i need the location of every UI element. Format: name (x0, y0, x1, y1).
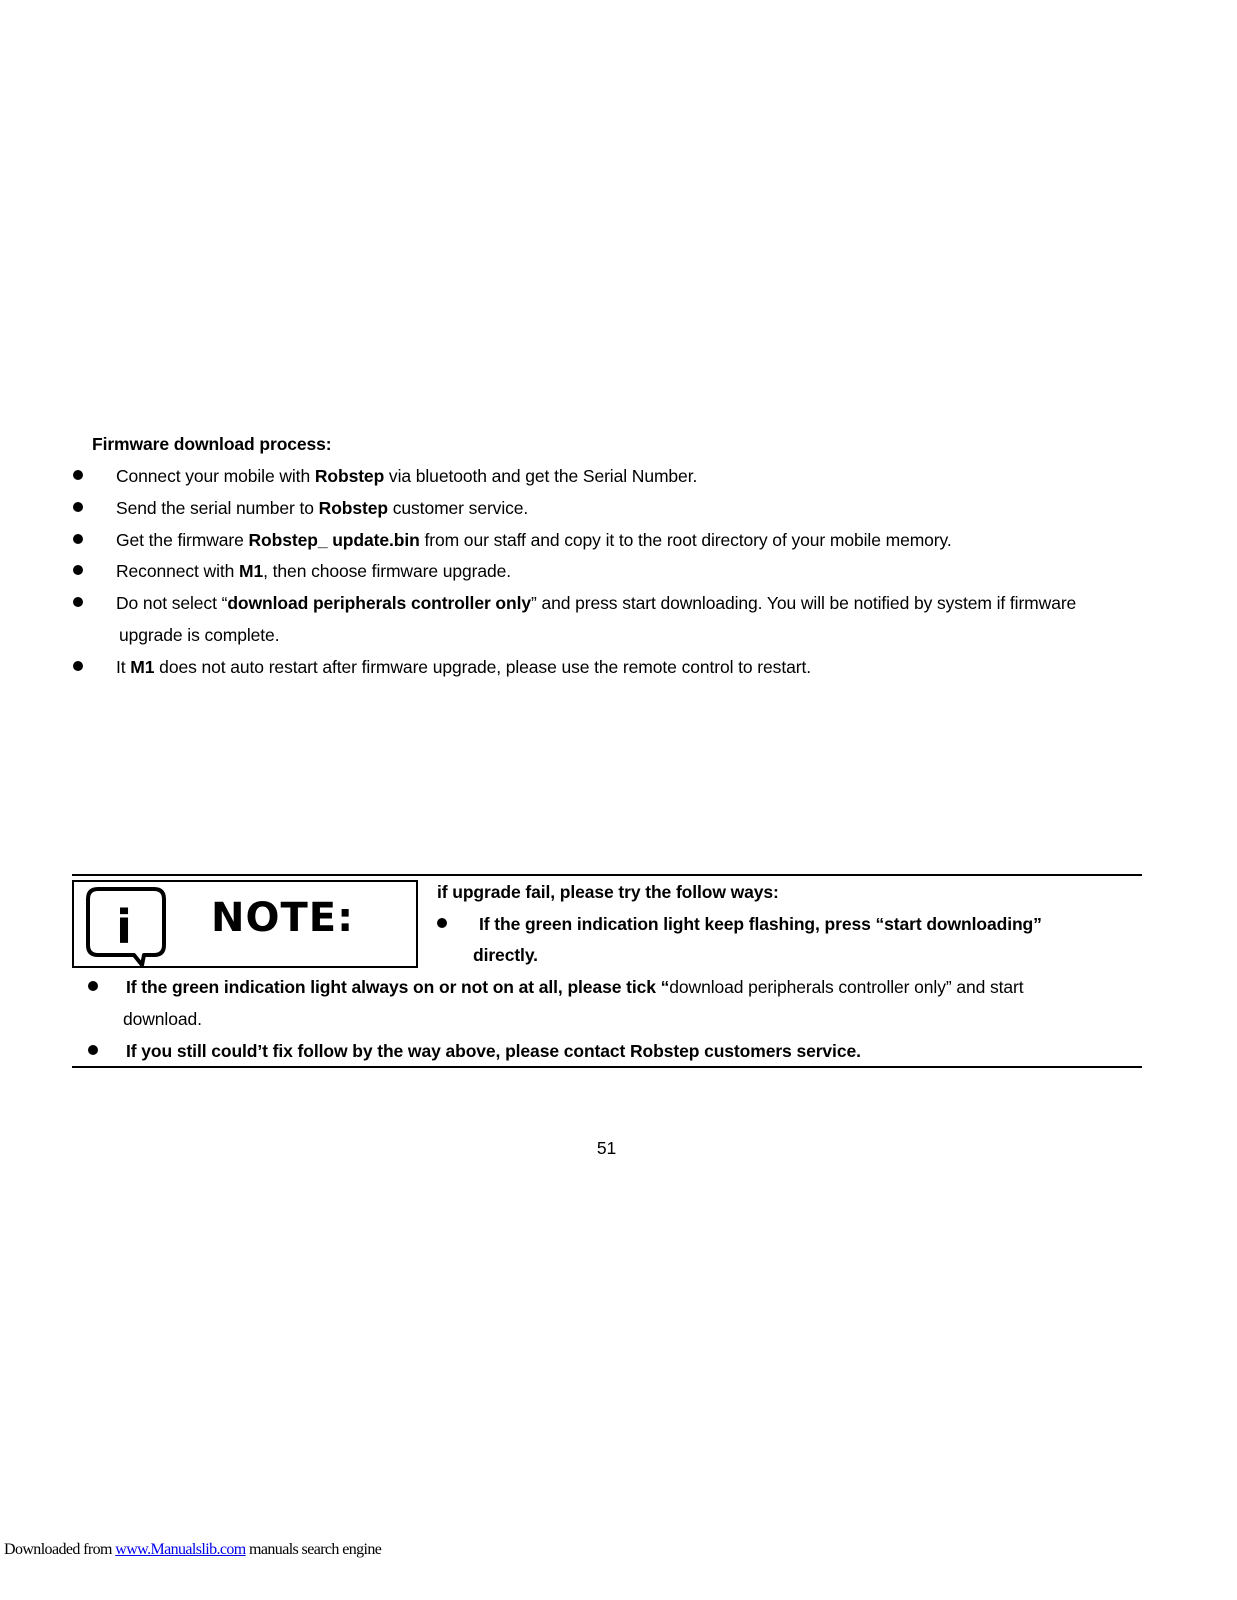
note-bottom-rule (72, 1066, 1142, 1068)
bullet (73, 534, 83, 544)
bullet (73, 565, 83, 575)
list-item (116, 560, 511, 582)
item-text: Send the serial number to (116, 498, 319, 518)
item-text: ” and press start downloading. You will be notified by system if firmware (531, 593, 1077, 613)
note-intro: if upgrade fail, please try the follow ways: (437, 882, 779, 902)
item-bold-text: Robstep (318, 498, 388, 518)
bullet (88, 1045, 98, 1055)
item-text: customer service. (387, 498, 529, 518)
note-item-continuation: directly. (473, 945, 538, 965)
item-text: Do not select “ (116, 593, 228, 613)
item-text: Reconnect with (116, 561, 240, 581)
note-top-rule (72, 874, 1142, 876)
section-heading: Firmware download process: (92, 434, 332, 454)
item-bold-text: M1 (239, 561, 264, 581)
note-label: NOTE: (211, 895, 355, 941)
bullet (73, 502, 83, 512)
list-item (116, 656, 811, 678)
note-item (126, 976, 1024, 998)
manualslib-link[interactable]: www.Manualslib.com (115, 1541, 246, 1558)
footer-suffix: manuals search engine (245, 1541, 382, 1558)
bullet (88, 981, 98, 991)
bullet (73, 661, 83, 671)
note-item-text: download peripherals controller only” and start (669, 977, 1024, 997)
info-letter: i (116, 900, 132, 954)
item-bold-text: Robstep_ update.bin (248, 530, 420, 550)
item-text: does not auto restart after firmware upgrade, please use the remote control to restart. (154, 657, 811, 677)
list-item-continuation: upgrade is complete. (119, 625, 280, 645)
item-text: Connect your mobile with (116, 466, 315, 486)
item-text: , then choose firmware upgrade. (263, 561, 512, 581)
list-item (116, 497, 528, 519)
item-bold-text: download peripherals controller only (227, 593, 531, 613)
info-speech-bubble-icon (84, 885, 170, 969)
note-badge (72, 880, 418, 968)
list-item (116, 592, 1076, 614)
item-bold-text: M1 (130, 657, 155, 677)
list-item (116, 529, 952, 551)
download-footer (4, 1541, 381, 1559)
item-text: It (116, 657, 131, 677)
item-bold-text: Robstep (314, 466, 385, 486)
note-item-bold-text: If the green indication light always on or not on at all, please tick “ (126, 977, 670, 997)
item-text: from our staff and copy it to the root directory of your mobile memory. (419, 530, 952, 550)
list-item (116, 465, 697, 487)
bullet (73, 470, 83, 480)
item-text: Get the firmware (116, 530, 249, 550)
footer-prefix: Downloaded from (4, 1541, 116, 1558)
bullet (437, 918, 447, 928)
bullet (73, 597, 83, 607)
item-text: via bluetooth and get the Serial Number. (384, 466, 698, 486)
note-item-continuation: download. (123, 1009, 202, 1029)
note-item: If the green indication light keep flashing, press “start downloading” (479, 914, 1042, 934)
page-number: 51 (596, 1138, 617, 1158)
note-item: If you still could’t fix follow by the way above, please contact Robstep customers service. (126, 1041, 861, 1061)
